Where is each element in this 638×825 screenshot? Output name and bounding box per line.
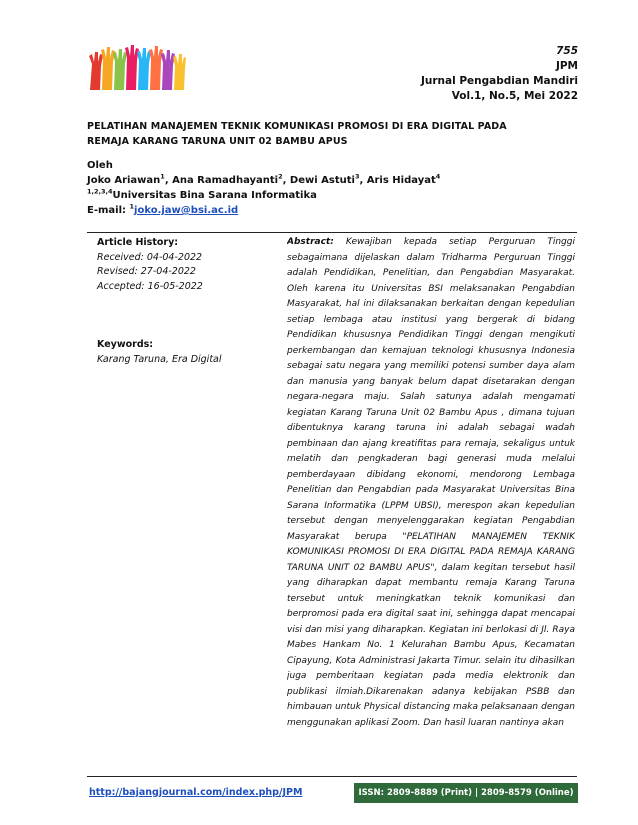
article-info-column bbox=[97, 236, 277, 368]
journal-logo-hands bbox=[86, 42, 186, 92]
journal-header bbox=[421, 44, 578, 104]
author-name: Joko Ariawan bbox=[87, 175, 161, 186]
article-title-line-2: REMAJA KARANG TARUNA UNIT 02 BAMBU APUS bbox=[87, 136, 348, 147]
author-block bbox=[87, 158, 440, 218]
author-list: Joko Ariawan$^1$, Ana Ramadhayanti$^2$, Dewi Astuti$^3$, Aris Hidayat$^4$ bbox=[87, 172, 441, 186]
author-name: Aris Hidayat bbox=[366, 175, 436, 186]
email-label: E-mail: bbox=[87, 205, 130, 216]
email-superscript: 1 bbox=[129, 202, 135, 211]
revised-date: Revised: 27-04-2022 bbox=[97, 266, 196, 278]
article-title bbox=[87, 119, 587, 149]
keywords-heading: Keywords: bbox=[97, 339, 154, 351]
affiliation-superscript: 1,2,3,4 bbox=[87, 187, 113, 196]
affiliation-name: Universitas Bina Sarana Informatika bbox=[112, 190, 317, 201]
journal-url-link[interactable]: http://bajangjournal.com/index.php/JPM bbox=[89, 787, 303, 798]
email-line bbox=[87, 203, 440, 218]
bottom-divider bbox=[87, 776, 577, 777]
received-date: Received: 04-04-2022 bbox=[97, 251, 203, 263]
email-link[interactable]: joko.jaw@bsi.ac.id bbox=[134, 205, 239, 216]
journal-abbreviation: JPM bbox=[555, 60, 578, 72]
abstract-text: Kewajiban kepada setiap Perguruan Tinggi sebagaimana dijelaskan dalam Tridharma Perguruan Tinggi adalah Pendidikan, Penelitian, dan Pengabdian Masyarakat. Oleh karena itu Universitas BSI melaksanakan Pengabdian Masyarakat, hal ini dilaksanakan berkaitan dengan kepedulian setiap lembaga atau institusi yang bergerak di bidang Pendidikan khususnya Pendidikan Tinggi dengan mengikuti perkembangan dan kemajuan teknologi khususnya Indonesia sebagai satu negara yang memiliki potensi sumber daya alam dan manusia yang banyak belum dapat disetarakan dengan negara-negara maju. Salah satunya adalah mengamati kegiatan Karang Taruna Unit 02 Bambu Apus , dimana tujuan dibentuknya karang taruna ini adalah sebagai wadah pembinaan dan ajang kreatifitas para remaja, sekaligus untuk melatih dan pengkaderan bagi generasi muda melalui pemberdayaan dibidang ekonomi, mendorong Lembaga Penelitian dan Pengabdian pada Masyarakat Universitas Bina Sarana Informatika (LPPM UBSI), merespon akan kepedulian tersebut dengan menyelenggarakan kegiatan Pengabdian Masyarakat berupa "PELATIHAN MANAJEMEN TEKNIK KOMUNIKASI PROMOSI DI ERA DIGITAL PADA REMAJA KARANG TARUNA UNIT 02 BAMBU APUS", dalam kegitan tersebut hasil yang diharapkan dapat membantu remaja Karang Taruna tersebut untuk meningkatkan teknik komunikasi dan berpromosi pada era digital saat ini, sehingga dapat mencapai visi dan misi yang diharapkan. Kegiatan ini berlokasi di Jl. Raya Mabes Hankam No. 1 Kelurahan Bambu Apus, Kecamatan Cipayung, Kota Administrasi Jakarta Timur. selain itu dihasilkan juga pemberitaan kegiatan pada media elektronik dan publikasi ilmiah.Dikarenakan adanya kebijakan PSBB dan himbauan untuk Physical distancing maka pelaksanaan dengan menggunakan aplikasi Zoom. Dan hasil luaran nantinya akan bbox=[287, 237, 575, 728]
top-divider bbox=[87, 232, 577, 233]
article-history-heading: Article History: bbox=[97, 237, 179, 248]
author-superscript: 4 bbox=[435, 172, 441, 181]
author-name: Ana Ramadhayanti bbox=[172, 175, 279, 186]
keywords-text: Karang Taruna, Era Digital bbox=[97, 353, 222, 365]
oleh-label: Oleh bbox=[87, 160, 113, 171]
article-title-line-1: PELATIHAN MANAJEMEN TEKNIK KOMUNIKASI PROMOSI DI ERA DIGITAL PADA bbox=[87, 121, 507, 132]
abstract bbox=[287, 235, 575, 775]
issn-badge: ISSN: 2809-8889 (Print) | 2809-8579 (Online) bbox=[354, 783, 578, 803]
author-superscript: 3 bbox=[354, 172, 360, 181]
page-number: 755 bbox=[556, 45, 578, 57]
affiliation bbox=[87, 188, 440, 203]
journal-volume: Vol.1, No.5, Mei 2022 bbox=[451, 90, 578, 102]
accepted-date: Accepted: 16-05-2022 bbox=[97, 280, 203, 292]
author-superscript: 2 bbox=[278, 172, 283, 181]
journal-name: Jurnal Pengabdian Mandiri bbox=[420, 75, 578, 87]
author-superscript: 1 bbox=[160, 172, 165, 181]
abstract-label: Abstract: bbox=[287, 237, 334, 247]
author-name: Dewi Astuti bbox=[289, 175, 355, 186]
